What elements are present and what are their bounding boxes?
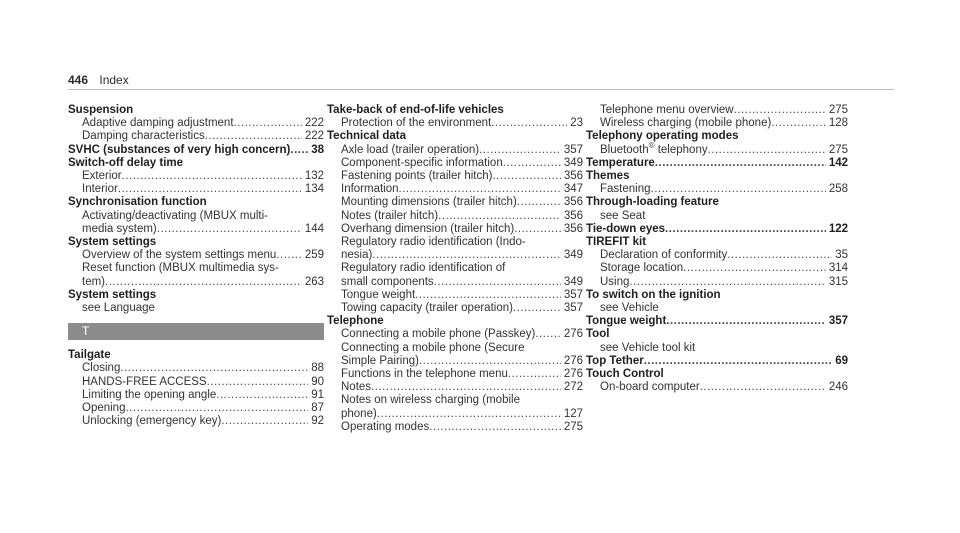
subentry-text: Operating modes [341,420,430,433]
subentry-text: Connecting a mobile phone (Passkey) [341,328,536,341]
index-entry[interactable] [68,144,324,157]
page-ref: 357 [563,288,583,301]
leader-dots [655,157,826,170]
header-divider [68,89,894,90]
subentry [327,368,583,381]
leader-dots [221,415,308,428]
subentry [586,117,848,130]
index-term: To switch on the ignition [586,288,721,301]
page-ref: 314 [828,262,848,275]
index-entry[interactable] [586,328,848,354]
leader-dots [517,196,561,209]
page-ref: 38 [311,143,324,156]
index-entry[interactable] [586,355,848,368]
index-entry[interactable] [68,289,324,315]
subentry-text: Wireless charging (mobile phone) [600,117,772,130]
index-term: Telephone [327,315,384,328]
leader-dots [415,289,561,302]
page-ref: 276 [563,354,583,367]
leader-dots [125,402,308,415]
subentry-text: Mounting dimensions (trailer hitch) [341,196,517,209]
subentry-text: Simple Pairing) [341,354,419,367]
page-ref: 357 [828,315,848,328]
subentry-text: Notes (trailer hitch) [341,209,439,222]
index-term: Technical data [327,130,407,143]
index-term: System settings [68,236,157,249]
subentry [327,223,583,236]
subentry-text: Fastening [600,183,651,196]
subentry [327,144,583,157]
leader-dots [514,223,561,236]
subentry [68,376,324,389]
page-ref: 275 [828,143,848,156]
page-ref: 222 [304,130,324,143]
page-ref: 134 [304,183,324,196]
leader-dots [479,144,561,157]
subentry-text-part: telephony [654,143,708,156]
page-ref: 275 [563,420,583,433]
leader-dots [644,355,832,368]
subentry [586,183,848,196]
index-term: Switch-off delay time [68,156,184,169]
leader-dots [734,104,826,117]
subentry-text: Towing capacity (trailer operation) [341,302,513,315]
index-term: TIREFIT kit [586,236,647,249]
page-number: 446 [68,73,89,87]
leader-dots [118,183,302,196]
index-term [586,223,848,236]
subentry [327,289,583,302]
subentry-text: Interior [82,183,118,196]
subentry-text: Axle load (trailer operation) [341,143,480,156]
page-ref: 349 [563,275,583,288]
page-ref: 275 [828,104,848,116]
subentry-text: Protection of the environment [341,117,492,130]
subentry [327,117,583,130]
subentry-text: Declaration of conformity [600,249,728,262]
letter-section-bar [68,323,324,340]
page-header [68,73,129,87]
index-entry[interactable] [327,315,583,434]
index-term: Tool [586,328,610,341]
index-term-text: SVHC (substances of very high concern) [68,143,291,156]
index-term: Tailgate [68,349,111,362]
index-column-3 [586,104,848,394]
subentry [68,415,324,428]
leader-dots [727,249,832,262]
subentry [327,328,583,341]
index-entry[interactable] [586,170,848,196]
index-entry[interactable] [586,223,848,236]
subentry-line: Regulatory radio identification of [341,262,506,275]
page-ref: 23 [570,117,583,130]
subentry [327,249,583,262]
page-ref: 259 [304,249,324,262]
subentry-text: Limiting the opening angle [82,388,217,401]
index-term [586,315,848,328]
subentry-text: phone) [341,407,377,420]
subentry [68,117,324,130]
subentry [68,223,324,236]
subentry [68,276,324,289]
page-ref: 88 [311,362,324,375]
subentry [327,355,583,368]
leader-dots [491,117,567,130]
leader-dots [105,276,302,289]
leader-dots [234,117,302,130]
subentry [68,362,324,375]
index-term-text: Top Tether [586,354,644,367]
page-ref: 258 [828,183,848,196]
subentry [68,183,324,196]
subentry-text: tem) [82,275,105,288]
index-term: System settings [68,288,157,301]
page-ref: 127 [563,407,583,420]
subentry-text: Telephone menu overview [600,104,734,116]
index-entry[interactable] [586,236,848,289]
page-ref: 356 [563,170,583,183]
subentry [586,104,848,117]
see-reference: see Vehicle tool kit [600,341,696,354]
index-entry[interactable] [586,104,848,130]
subentry [68,389,324,402]
page-ref: 132 [304,170,324,183]
leader-dots [513,302,561,315]
subentry [327,183,583,196]
leader-dots [708,144,826,157]
subentry [586,140,848,157]
page-ref: 222 [304,117,324,130]
index-term [68,144,324,157]
subentry-text: Unlocking (emergency key) [82,415,222,428]
subentry-text: Damping characteristics [82,130,205,143]
subentry [327,170,583,183]
page-ref: 87 [311,402,324,415]
leader-dots [434,276,561,289]
subentry-text-part: Bluetooth [600,143,649,156]
subentry-text: Fastening points (trailer hitch) [341,170,493,183]
index-term [586,355,848,368]
leader-dots [399,183,561,196]
subentry-line: Reset function (MBUX multimedia sys- [82,262,279,275]
leader-dots [157,223,302,236]
page-ref: 272 [563,381,583,394]
see-reference: see Seat [600,209,646,222]
page-ref: 347 [563,183,583,196]
index-term: Telephony operating modes [586,130,739,143]
subentry [586,276,848,289]
page-ref: 144 [304,222,324,235]
page-ref: 356 [563,222,583,235]
page-ref: 276 [563,328,583,341]
subentry-text: small components [341,275,434,288]
subentry-text: Overhang dimension (trailer hitch) [341,222,515,235]
subentry-line: Activating/deactivating (MBUX multi- [82,209,268,222]
index-column-1 [68,104,324,428]
index-entry[interactable] [68,157,324,197]
leader-dots [700,381,826,394]
leader-dots [683,262,826,275]
subentry-text: Closing [82,362,121,375]
leader-dots [122,170,302,183]
subentry-text: Exterior [82,170,122,183]
subentry-text: Component-specific information [341,156,503,169]
subentry-text: On-board computer [600,381,700,394]
page-ref: 357 [563,302,583,315]
index-entry[interactable] [586,157,848,170]
page-ref: 128 [828,117,848,130]
subentry-text: media system) [82,222,157,235]
leader-dots [492,170,560,183]
index-term: Touch Control [586,368,664,381]
leader-dots [419,355,561,368]
leader-dots [120,362,308,375]
subentry [586,262,848,275]
index-term: Take-back of end-of-life vehicles [327,104,504,116]
see-reference: see Vehicle [600,302,659,315]
subentry-text: Notes [341,381,372,394]
index-term: Synchronisation function [68,196,207,209]
page-ref: 349 [563,249,583,262]
leader-dots [429,421,561,434]
subentry-text: Opening [82,402,126,415]
header-title: Index [99,73,129,87]
subentry-text [600,140,708,157]
subentry-text: Adaptive damping adjustment [82,117,234,130]
leader-dots [629,276,825,289]
leader-dots [377,408,561,421]
leader-dots [666,315,826,328]
index-entry[interactable] [327,130,583,315]
subentry [327,276,583,289]
index-term-text: Tongue weight [586,315,667,328]
subentry [68,170,324,183]
index-entry[interactable] [586,289,848,315]
leader-dots [438,210,561,223]
subentry [68,130,324,143]
index-entry[interactable] [68,349,324,428]
index-term: Suspension [68,104,134,116]
subentry-text: Tongue weight [341,288,416,301]
index-entry[interactable] [68,104,324,144]
subentry [327,381,583,394]
page-ref: 276 [563,368,583,381]
subentry [327,196,583,209]
subentry [327,408,583,421]
subentry-text: nesia) [341,249,373,262]
page-ref: 35 [835,249,848,262]
page-ref: 92 [311,415,324,428]
subentry [327,157,583,170]
index-entry[interactable] [586,368,848,394]
index-entry[interactable] [68,236,324,289]
page-ref: 356 [563,209,583,222]
subentry-text: HANDS-FREE ACCESS [82,375,207,388]
registered-mark: ® [648,140,655,150]
subentry [68,249,324,262]
page-ref: 263 [304,275,324,288]
subentry-text: Functions in the telephone menu [341,368,508,381]
index-entry[interactable] [586,130,848,156]
index-column-2 [327,104,583,434]
index-entry[interactable] [327,104,583,130]
subentry [586,381,848,394]
page-ref: 69 [835,354,848,367]
leader-dots [651,183,826,196]
index-entry[interactable] [586,196,848,222]
leader-dots [290,144,308,157]
leader-dots [205,130,302,143]
page-ref: 142 [828,156,848,169]
leader-dots [535,328,560,341]
leader-dots [508,368,561,381]
page-ref: 356 [563,196,583,209]
leader-dots [665,223,826,236]
subentry [327,302,583,315]
index-term [586,157,848,170]
subentry-line: Regulatory radio identification (Indo- [341,236,526,249]
index-entry[interactable] [586,315,848,328]
subentry-text: Using [600,275,630,288]
index-term-text: Tie-down eyes [586,222,666,235]
page-ref: 246 [828,381,848,394]
leader-dots [207,376,309,389]
subentry-text: Information [341,183,399,196]
leader-dots [371,381,561,394]
subentry [327,421,583,434]
page-ref: 91 [311,388,324,401]
leader-dots [372,249,560,262]
index-term: Through-loading feature [586,196,719,209]
leader-dots [503,157,561,170]
index-term: Themes [586,170,630,183]
subentry-text: Overview of the system settings menu [82,249,277,262]
page-ref: 122 [828,222,848,235]
page-ref: 90 [311,375,324,388]
subentry [68,402,324,415]
index-entry[interactable] [68,196,324,236]
page-ref: 357 [563,143,583,156]
subentry-text: Storage location [600,262,684,275]
subentry [586,249,848,262]
leader-dots [276,249,302,262]
index-term-text: Temperature [586,156,655,169]
page-ref: 349 [563,156,583,169]
see-reference: see Language [82,302,155,315]
letter-section-label: T [82,324,90,339]
leader-dots [216,389,308,402]
subentry-line: Notes on wireless charging (mobile [341,394,520,407]
page-ref: 315 [828,275,848,288]
subentry [327,210,583,223]
leader-dots [771,117,826,130]
subentry-line: Connecting a mobile phone (Secure [341,341,525,354]
